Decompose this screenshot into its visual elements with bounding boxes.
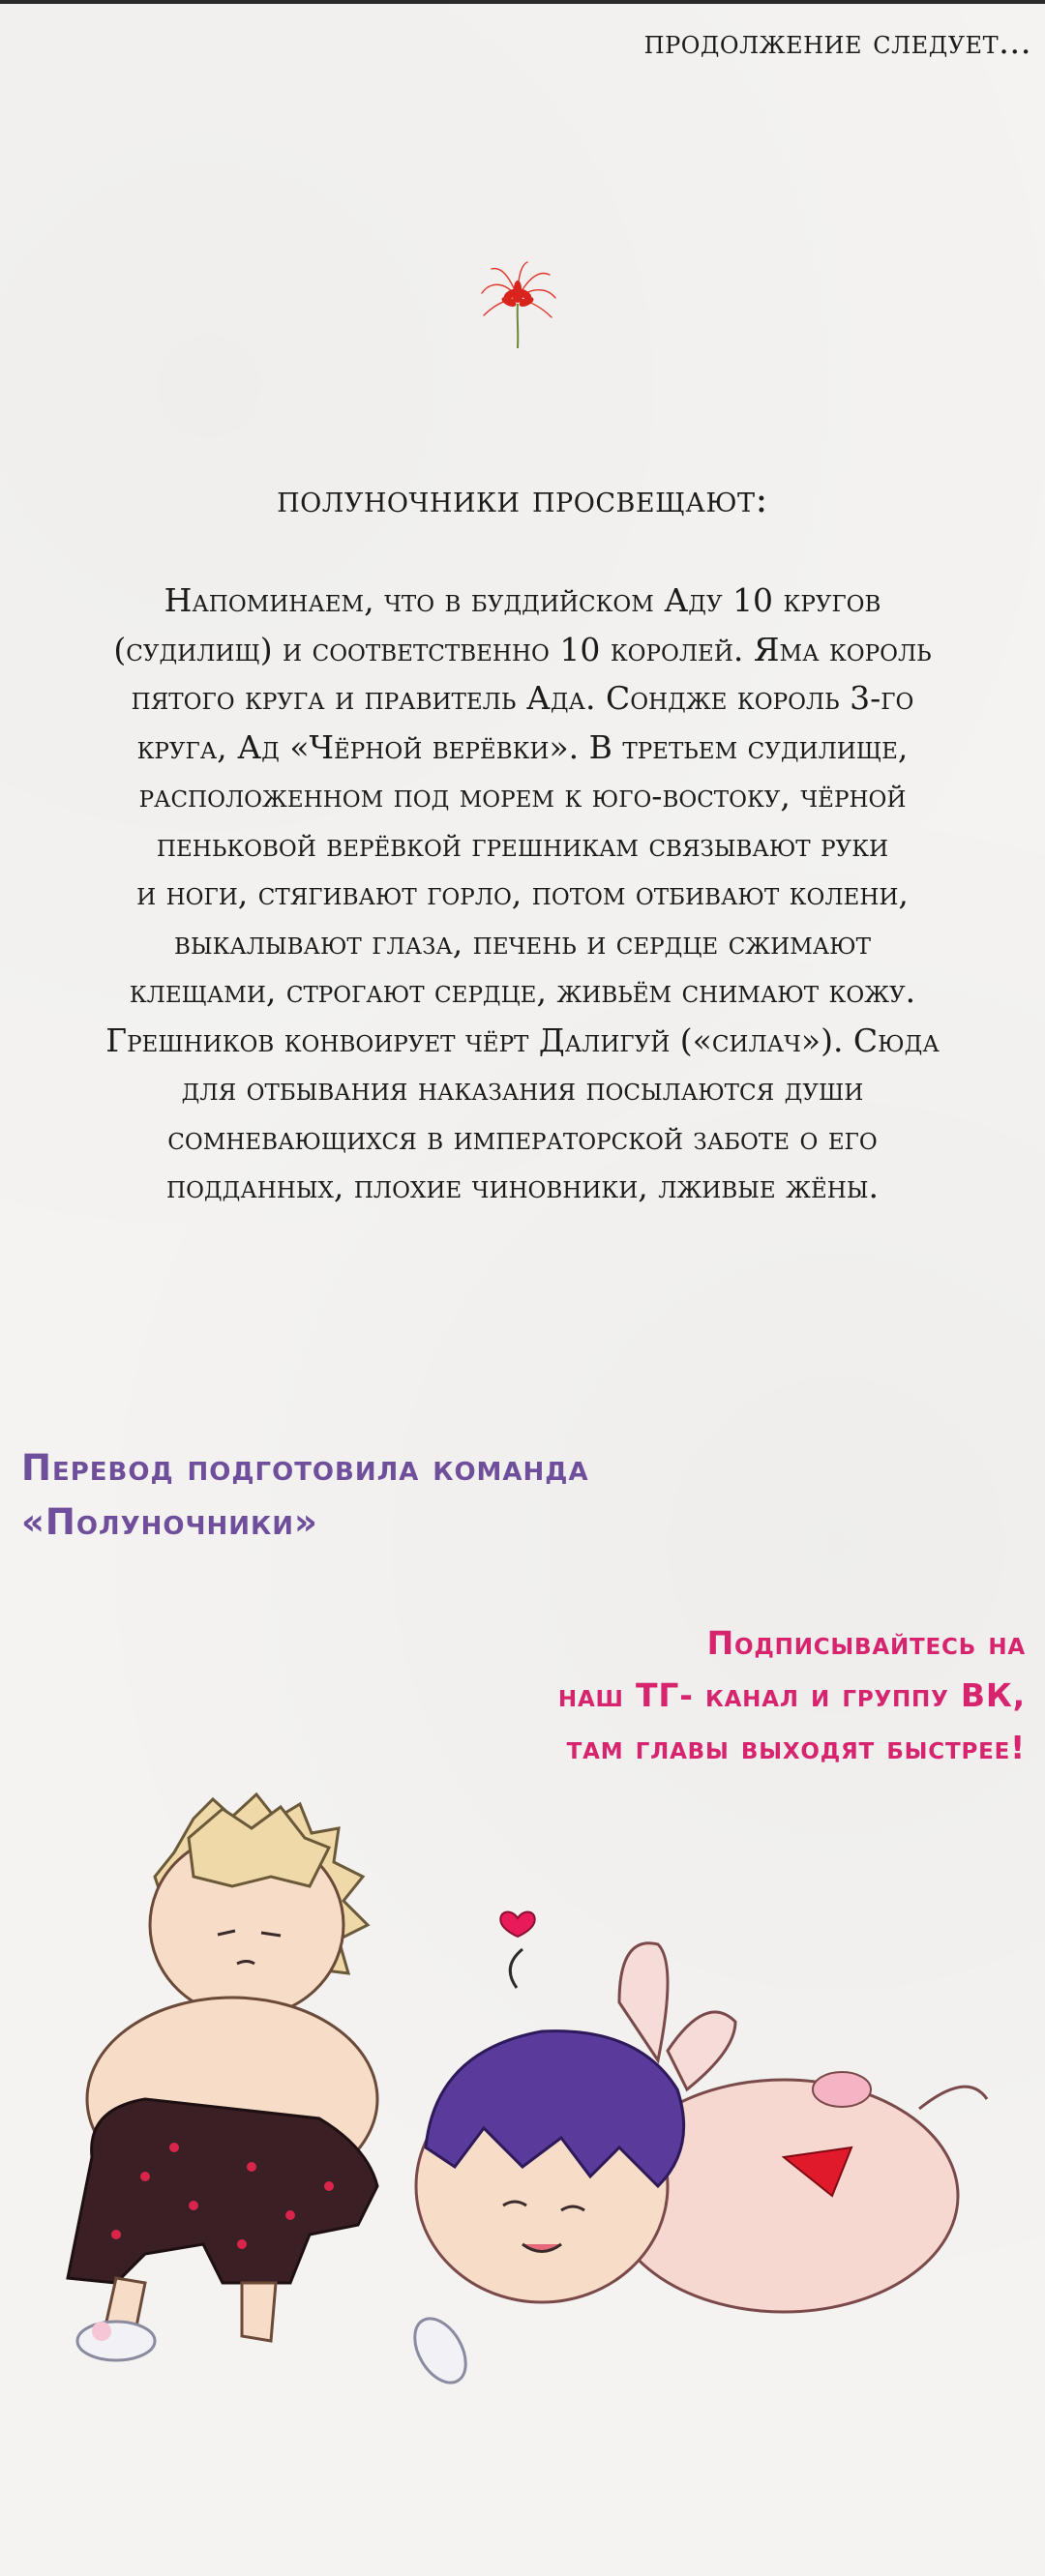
info-paragraph: Напоминаем, что в буддийском Аду 10 кругов (судилищ) и соответственно 10 королей. Яма король пятого круга и правитель Ада. Сондже король 3-го круга, Ад «Чёрной верёвки». В третьем судилище, расположенном под морем к юго-востоку, чёрной пеньковой верёвкой грешникам связывают руки и ноги, стягивают горло, потом отбивают колени, выкалывают глаза, печень и сердце сжимают клещами, строгают сердце, живьём снимают кожу. Грешников конвоирует чёрт Далигуй («силач»). Сюда для отбывания наказания посылаются души сомневающихся в императорской заботе о его подданных, плохие чиновники, лживые жёны.	[105, 581, 940, 1205]
team-credit-text: Перевод подготовила команда «Полуночники»	[21, 1447, 589, 1543]
purple-haired-chibi-character	[416, 1943, 987, 2312]
chibi-illustration	[0, 1780, 1045, 2399]
to-be-continued-text: продолжение следует...	[643, 23, 1031, 62]
heart-icon	[500, 1912, 534, 1937]
info-title: полуночники просвещают:	[277, 478, 768, 520]
spider-lily-icon	[474, 259, 561, 351]
subscribe-text: Подписывайтесь на наш ТГ- канал и группу ВК, там главы выходят быстрее!	[557, 1624, 1026, 1766]
top-divider	[0, 0, 1045, 4]
blond-chibi-character	[68, 1794, 476, 2391]
